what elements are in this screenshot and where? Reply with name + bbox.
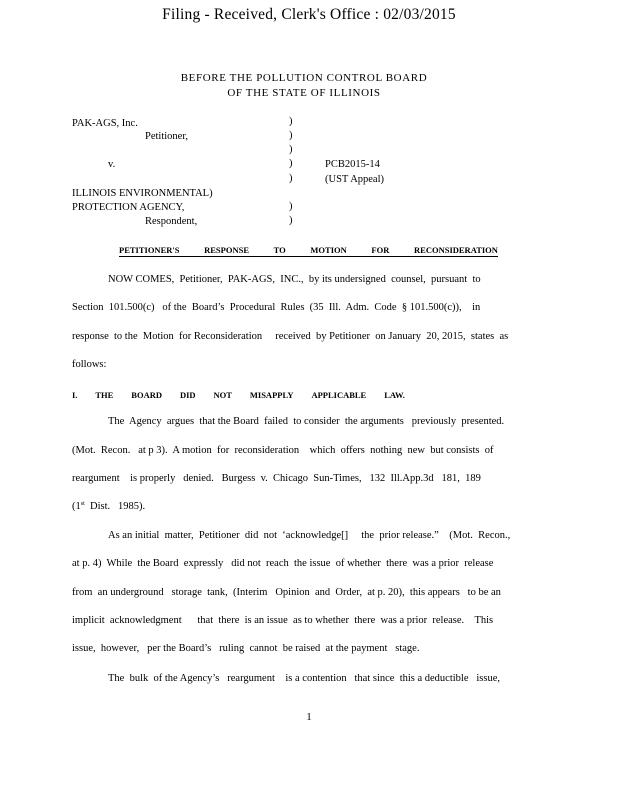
para3-line4: implicit acknowledgment that there is an issue as to whether there was a prior release. This xyxy=(72,615,494,626)
section-heading-1 xyxy=(72,390,405,400)
response-title-word: RESPONSE xyxy=(204,245,249,255)
section-heading-word: NOT xyxy=(213,390,232,400)
para4-line1: The bulk of the Agency’s reargument is a contention that since this a deductible issue, xyxy=(108,673,501,684)
board-title-line1: BEFORE THE POLLUTION CONTROL BOARD xyxy=(180,72,428,84)
para1-line4: follows: xyxy=(72,359,107,370)
ordinal-superscript: st xyxy=(80,501,85,507)
section-heading-word: LAW. xyxy=(384,390,405,400)
para2-line3: reargument is properly denied. Burgess v. Chicago Sun-Times, 132 Ill.App.3d 181, 189 xyxy=(72,473,481,484)
section-heading-word: THE xyxy=(95,390,114,400)
section-heading-word: BOARD xyxy=(131,390,162,400)
filing-stamp-header: Filing - Received, Clerk's Office : 02/03/2015 xyxy=(162,6,456,23)
response-title-word: PETITIONER'S xyxy=(119,245,180,255)
section-heading-word: MISAPPLY xyxy=(249,390,294,400)
response-title-word: FOR xyxy=(371,245,390,255)
section-heading-word: DID xyxy=(179,390,196,400)
caption-paren: ) xyxy=(289,116,293,127)
board-title-line2: OF THE STATE OF ILLINOIS xyxy=(227,87,381,99)
para1-line2: Section 101.500(c) of the Board’s Procedural Rules (35 Ill. Adm. Code § 101.500(c)), in xyxy=(72,302,481,313)
caption-petitioner-name: PAK-AGS, Inc. xyxy=(72,118,138,129)
section-heading-word: I. xyxy=(72,390,78,400)
caption-paren: ) xyxy=(289,215,293,226)
response-title-word: TO xyxy=(273,245,286,255)
caption-respondent-name-line1: ILLINOIS ENVIRONMENTAL) xyxy=(72,188,213,199)
response-title-word: RECONSIDERATION xyxy=(414,245,498,255)
caption-paren: ) xyxy=(289,144,293,155)
caption-paren: ) xyxy=(289,130,293,141)
para2-line4-post: Dist. 1985). xyxy=(84,501,146,512)
para2-line1: The Agency argues that the Board failed to consider the arguments previously presented. xyxy=(108,416,505,427)
para3-line2: at p. 4) While the Board expressly did not reach the issue of whether there was a prior release xyxy=(72,558,494,569)
para2-line4 xyxy=(72,501,145,512)
para1-line3: response to the Motion for Reconsideration received by Petitioner on January 20, 2015, states as xyxy=(72,331,509,342)
section-heading-word: APPLICABLE xyxy=(311,390,367,400)
page-number: 1 xyxy=(306,711,312,723)
para2-line2: (Mot. Recon. at p 3). A motion for reconsideration which offers nothing new but consists of xyxy=(72,445,494,456)
caption-respondent-role: Respondent, xyxy=(145,216,198,227)
caption-respondent-name-line2: PROTECTION AGENCY, xyxy=(72,202,185,213)
para2-line4-pre: (1 xyxy=(72,501,81,512)
caption-versus: v. xyxy=(108,159,116,170)
para3-line5: issue, however, per the Board’s ruling cannot be raised at the payment stage. xyxy=(72,643,420,654)
caption-paren: ) xyxy=(289,158,293,169)
response-title xyxy=(119,245,498,257)
caption-paren: ) xyxy=(289,201,293,212)
para1-line1: NOW COMES, Petitioner, PAK-AGS, INC., by its undersigned counsel, pursuant to xyxy=(108,274,481,285)
caption-case-number: PCB2015-14 xyxy=(325,159,380,170)
caption-paren: ) xyxy=(289,173,293,184)
caption-case-type: (UST Appeal) xyxy=(325,174,385,185)
caption-petitioner-role: Petitioner, xyxy=(145,131,189,142)
para3-line1: As an initial matter, Petitioner did not ‘acknowledge[] the prior release.” (Mot. Recon., xyxy=(108,530,511,541)
para3-line3: from an underground storage tank, (Interim Opinion and Order, at p. 20), this appears to be an xyxy=(72,587,501,598)
response-title-word: MOTION xyxy=(310,245,347,255)
